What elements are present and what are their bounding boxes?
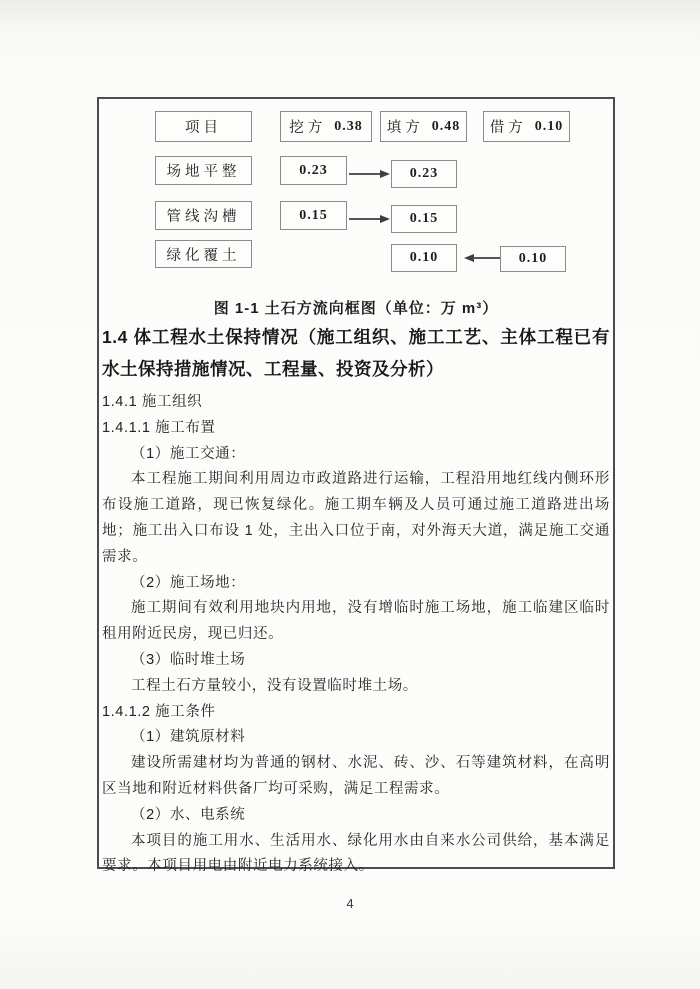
list-item-heading: （2）施工场地： xyxy=(131,574,246,591)
flow-box-label: 填方 xyxy=(386,120,424,136)
flow-box-row-label xyxy=(155,156,252,185)
list-item-heading: （1）建筑原材料 xyxy=(131,729,246,746)
list-item-heading: （1）施工交通： xyxy=(131,445,246,462)
arrow-line xyxy=(473,257,500,259)
flow-box-project-header xyxy=(155,111,252,142)
figure-caption: 图 1-1 土石方流向框图（单位：万 m³） xyxy=(213,300,499,317)
arrow-line xyxy=(349,218,382,220)
arrow-right-icon xyxy=(380,170,390,178)
body-paragraph: 本工程施工期间利用周边市政道路进行运输，工程沿用地红线内侧环形布设施工道路，现已恢复绿化。施工期车辆及人员可通过施工道路进出场地；施工出入口布设 1 处，主出入口位于南，对外海天大道，满足施工交通需求。 xyxy=(102,471,610,565)
list-item-heading: （2）水、电系统 xyxy=(131,806,246,823)
page-number: 4 xyxy=(346,896,354,911)
subsection-number: 1.4.1.2 施工条件 xyxy=(102,703,216,720)
body-paragraph: 工程土石方量较小，没有设置临时堆土场。 xyxy=(131,677,418,694)
flow-box-value: 0.38 xyxy=(334,118,363,134)
list-item-heading: （3）临时堆土场 xyxy=(131,651,246,668)
section-heading: 1.4 体工程水土保持情况（施工组织、施工工艺、主体工程已有水土保持措施情况、工程量、投资及分析） xyxy=(102,327,610,379)
flow-box-label: 管线沟槽 xyxy=(166,209,241,225)
body-paragraph: 建设所需建材均为普通的钢材、水泥、砖、沙、石等建筑材料，在高明区当地和附近材料供备厂均可采购，满足工程需求。 xyxy=(102,755,610,797)
flow-box-fill-value: 0.15 xyxy=(391,205,457,233)
flow-box-excavation-value: 0.15 xyxy=(280,201,347,230)
body-paragraph: 本项目的施工用水、生活用水、绿化用水由自来水公司供给，基本满足要求。本项目用电由附近电力系统接入。 xyxy=(102,832,610,875)
flow-box-fill-value: 0.10 xyxy=(391,244,457,272)
earthwork-flow-diagram xyxy=(99,99,613,296)
flow-box-borrow-header xyxy=(483,111,570,142)
arrow-line xyxy=(349,173,382,175)
arrow-right-icon xyxy=(380,215,390,223)
flow-box-row-label xyxy=(155,240,252,268)
subsection-number: 1.4.1 施工组织 xyxy=(102,394,203,410)
flow-box-excavation-header xyxy=(280,111,372,142)
body-paragraph: 施工期间有效利用地块内用地，没有增临时施工场地，施工临建区临时租用附近民房，现已归还。 xyxy=(102,600,610,643)
flow-box-label: 场地平整 xyxy=(166,164,241,180)
flow-box-row-label xyxy=(155,201,252,230)
flow-box-label: 借方 xyxy=(489,120,527,136)
flow-box-value: 0.48 xyxy=(431,118,461,134)
flow-box-fill-value: 0.23 xyxy=(391,160,457,188)
flow-box-fill-header xyxy=(380,111,467,142)
flow-box-excavation-value: 0.23 xyxy=(280,156,347,185)
flow-box-label: 绿化覆土 xyxy=(166,247,241,264)
subsection-number: 1.4.1.1 施工布置 xyxy=(102,419,216,436)
flow-box-label: 挖方 xyxy=(289,120,327,136)
content-border-frame xyxy=(97,97,615,875)
flow-box-borrow-value: 0.10 xyxy=(500,246,566,272)
flow-box-label: 项目 xyxy=(185,120,222,136)
body-text-area xyxy=(99,322,613,880)
flow-box-value: 0.10 xyxy=(534,118,564,134)
